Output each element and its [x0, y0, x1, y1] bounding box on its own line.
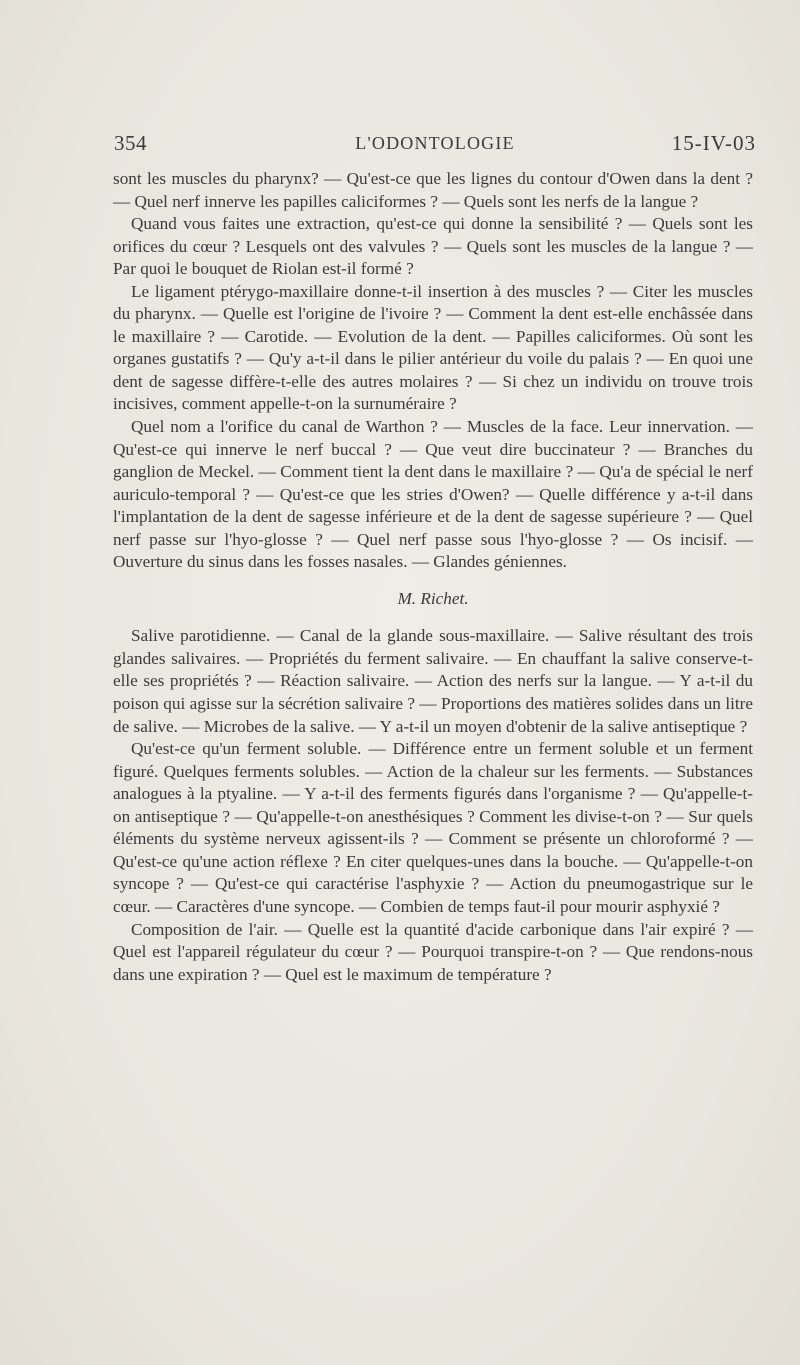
paragraph: Le ligament ptérygo-maxillaire donne-t-il insertion à des muscles ? — Citer les muscles du pharynx. — Quelle est l'origine de l'ivoire ? — Comment la dent est-elle enchâssée dans le maxillaire ? — Carotide. — Evolution de la dent. — Papilles caliciformes. Où sont les organes gustatifs ? — Qu'y a-t-il dans le pilier antérieur du voile du palais ? — En quoi une dent de sagesse diffère-t-elle des autres molaires ? — Si chez un individu on trouve trois incisives, comment appelle-t-on la surnuméraire ?	[113, 281, 753, 414]
paragraph: Quel nom a l'orifice du canal de Warthon ? — Muscles de la face. Leur innervation. — Qu'est-ce qui innerve le nerf buccal ? — Que veut dire buccinateur ? — Branches du ganglion de Meckel. — Comment tient la dent dans le maxillaire ? — Qu'a de spécial le nerf auriculo-temporal ? — Qu'est-ce que les stries d'Owen? — Quelle différence y a-t-il dans l'implantation de la dent de sagesse inférieure et de la dent de sagesse supérieure ? — Quel nerf passe sur l'hyo-glosse ? — Quel nerf passe sous l'hyo-glosse ? — Os incisif. — Ouverture du sinus dans les fosses nasales. — Glandes géniennes.	[113, 417, 753, 572]
journal-title: L'ODONTOLOGIE	[355, 133, 515, 153]
issue-date: 15-IV-03	[671, 131, 756, 155]
paragraph: Qu'est-ce qu'un ferment soluble. — Différence entre un ferment soluble et un ferment figuré. Quelques ferments solubles. — Action de la chaleur sur les ferments. — Substances analogues à la ptyaline. — Y a-t-il des ferments figurés dans l'organisme ? — Qu'appelle-t-on antiseptique ? — Qu'appelle-t-on anesthésiques ? Comment les divise-t-on ? — Sur quels éléments du système nerveux agissent-ils ? — Comment se présente un chloroformé ? — Qu'est-ce qu'une action réflexe ? En citer quelques-unes dans la bouche. — Qu'appelle-t-on syncope ? — Qu'est-ce qui caractérise l'asphyxie ? — Action du pneumogastrique sur le cœur. — Caractères d'une syncope. — Combien de temps faut-il pour mourir asphyxié ?	[113, 739, 753, 916]
paragraph: sont les muscles du pharynx? — Qu'est-ce que les lignes du contour d'Owen dans la dent ? — Quel nerf innerve les papilles caliciformes ? — Quels sont les nerfs de la langue ?	[113, 169, 753, 211]
examiner-name: M. Richet.	[397, 588, 469, 608]
paragraph: Salive parotidienne. — Canal de la glande sous-maxillaire. — Salive résultant des trois glandes salivaires. — Propriétés du ferment salivaire. — En chauffant la salive conserve-t-elle ses propriétés ? — Réaction salivaire. — Action des nerfs sur la langue. — Y a-t-il du poison qui agisse sur la sécrétion salivaire ? — Proportions des matières solides dans un litre de salive. — Microbes de la salive. — Y a-t-il un moyen d'obtenir de la salive antiseptique ?	[113, 626, 753, 736]
page-number: 354	[114, 131, 147, 155]
paragraph: Composition de l'air. — Quelle est la quantité d'acide carbonique dans l'air expiré ? — Quel est l'appareil régulateur du cœur ? — Pourquoi transpire-t-on ? — Que rendons-nous dans une expiration ? — Quel est le maximum de température ?	[113, 919, 753, 984]
paragraph: Quand vous faites une extraction, qu'est-ce qui donne la sensibilité ? — Quels sont les orifices du cœur ? Lesquels ont des valvules ? — Quels sont les muscles de la langue ? — Par quoi le bouquet de Riolan est-il formé ?	[113, 214, 753, 279]
article-body	[113, 168, 753, 986]
running-header	[114, 131, 756, 161]
